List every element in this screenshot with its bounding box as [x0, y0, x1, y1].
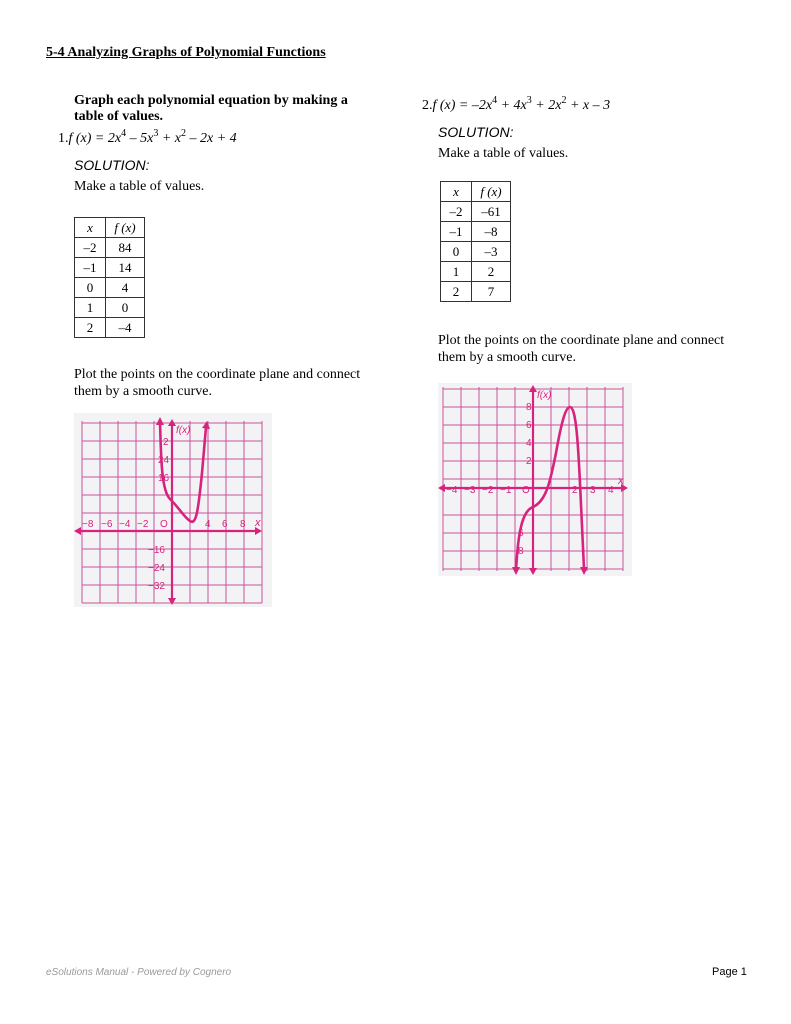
problem-1-number: 1. — [58, 131, 69, 146]
table-cell: 14 — [106, 258, 145, 278]
x-tick-label: 4 — [205, 519, 211, 530]
table-cell: –4 — [106, 318, 145, 338]
x-tick-label: 2 — [572, 485, 578, 496]
origin-label: O — [160, 519, 168, 530]
y-tick-label: 6 — [518, 528, 524, 539]
problem-1-solution-label: SOLUTION: — [74, 157, 150, 173]
table-cell: –1 — [75, 258, 106, 278]
table-row — [441, 222, 511, 242]
problem-2-table-intro: Make a table of values. — [438, 146, 569, 161]
x-tick-label: −1 — [500, 485, 512, 496]
x-tick-label: −3 — [464, 485, 476, 496]
term: + x — [158, 131, 181, 146]
problem-2-eq-lhs: f (x) = –2x — [432, 98, 493, 113]
table-cell: –2 — [441, 202, 472, 222]
table-row — [441, 242, 511, 262]
y-tick-label: 4 — [526, 438, 532, 449]
term: + 4x — [497, 98, 527, 113]
table-row — [75, 278, 145, 298]
table-cell: –61 — [472, 202, 511, 222]
x-tick-label: 4 — [608, 485, 614, 496]
arrow-icon — [529, 568, 537, 575]
table-cell: 2 — [441, 282, 472, 302]
table-row — [441, 202, 511, 222]
y-tick-label: −24 — [148, 563, 165, 574]
table-row — [75, 258, 145, 278]
arrow-icon — [512, 567, 520, 575]
table-row — [75, 298, 145, 318]
problem-2-equation — [422, 95, 611, 114]
term: + 2x — [531, 98, 562, 113]
table-header-cell: f (x) — [472, 182, 511, 202]
table-cell: 7 — [472, 282, 511, 302]
problem-2-solution-label: SOLUTION: — [438, 124, 514, 140]
exp: 2 — [180, 128, 186, 139]
term: – 5x — [126, 131, 154, 146]
problem-2-plot-text: Plot the points on the coordinate plane and connect them by a smooth curve. — [438, 333, 725, 365]
x-tick-label: 8 — [240, 519, 246, 530]
table-header-row — [75, 218, 145, 238]
x-tick-label: 6 — [222, 519, 228, 530]
table-cell: 2 — [75, 318, 106, 338]
table-row — [441, 262, 511, 282]
table-row — [75, 238, 145, 258]
x-tick-label: −4 — [446, 485, 458, 496]
arrow-icon — [168, 598, 176, 605]
x-tick-label: −2 — [137, 519, 149, 530]
x-tick-label: −8 — [82, 519, 94, 530]
problem-1-graph — [74, 413, 272, 607]
exp: 2 — [561, 95, 567, 106]
exp: 4 — [121, 128, 127, 139]
page-title: 5-4 Analyzing Graphs of Polynomial Functions — [46, 45, 326, 60]
y-axis-label: f(x) — [176, 425, 191, 436]
term: – 2x + 4 — [185, 131, 237, 146]
y-tick-label: 8 — [526, 402, 532, 413]
y-tick-labels — [148, 437, 170, 592]
y-tick-label: 2 — [526, 456, 532, 467]
table-cell: 0 — [75, 278, 106, 298]
term: + x – 3 — [566, 98, 611, 113]
table-header-row — [441, 182, 511, 202]
y-tick-label: 8 — [518, 546, 524, 557]
arrow-icon — [202, 421, 210, 429]
y-tick-label: 2 — [163, 437, 169, 448]
axes — [440, 389, 624, 573]
table-cell: –1 — [441, 222, 472, 242]
table-cell: –3 — [472, 242, 511, 262]
problem-2-graph — [438, 383, 632, 576]
table-cell: 1 — [75, 298, 106, 318]
x-tick-label: 3 — [590, 485, 596, 496]
origin-label: O — [522, 485, 530, 496]
table-header-cell: x — [441, 182, 472, 202]
y-tick-label: 16 — [158, 473, 170, 484]
y-tick-label: 24 — [158, 455, 170, 466]
table-cell: 1 — [441, 262, 472, 282]
y-axis-label: f(x) — [537, 390, 552, 401]
y-tick-label: −16 — [148, 545, 165, 556]
x-tick-label: −6 — [101, 519, 113, 530]
table-row — [75, 318, 145, 338]
exp: 3 — [153, 128, 159, 139]
exp: 3 — [526, 95, 532, 106]
arrow-icon — [438, 484, 445, 492]
table-cell: 84 — [106, 238, 145, 258]
x-tick-labels — [82, 519, 246, 530]
table-header-cell: f (x) — [106, 218, 145, 238]
table-cell: 2 — [472, 262, 511, 282]
y-tick-label: 6 — [526, 420, 532, 431]
problem-1-table-intro: Make a table of values. — [74, 179, 205, 194]
problem-2-number: 2. — [422, 98, 433, 113]
footer-credit: eSolutions Manual - Powered by Cognero — [46, 967, 232, 978]
x-axis-label: x — [618, 475, 624, 487]
x-tick-label: −4 — [119, 519, 131, 530]
table-cell: –8 — [472, 222, 511, 242]
table-cell: 0 — [441, 242, 472, 262]
problem-1-values-table — [74, 217, 145, 338]
exp: 4 — [492, 95, 498, 106]
table-cell: 0 — [106, 298, 145, 318]
x-tick-labels — [446, 485, 614, 496]
y-tick-label: −32 — [148, 581, 165, 592]
problem-1-plot-text: Plot the points on the coordinate plane and connect them by a smooth curve. — [74, 367, 361, 399]
problem-2-values-table — [440, 181, 511, 302]
x-tick-label: −2 — [482, 485, 494, 496]
x-axis-label: x — [255, 517, 261, 529]
instructions: Graph each polynomial equation by making a table of values. — [74, 93, 348, 124]
table-cell: 4 — [106, 278, 145, 298]
table-row — [441, 282, 511, 302]
arrow-icon — [156, 417, 164, 425]
table-cell: –2 — [75, 238, 106, 258]
problem-1-equation — [58, 128, 237, 147]
problem-1-eq-lhs: f (x) = 2x — [68, 131, 122, 146]
page-number: Page 1 — [712, 966, 747, 978]
table-header-cell: x — [75, 218, 106, 238]
arrow-icon — [74, 527, 81, 535]
